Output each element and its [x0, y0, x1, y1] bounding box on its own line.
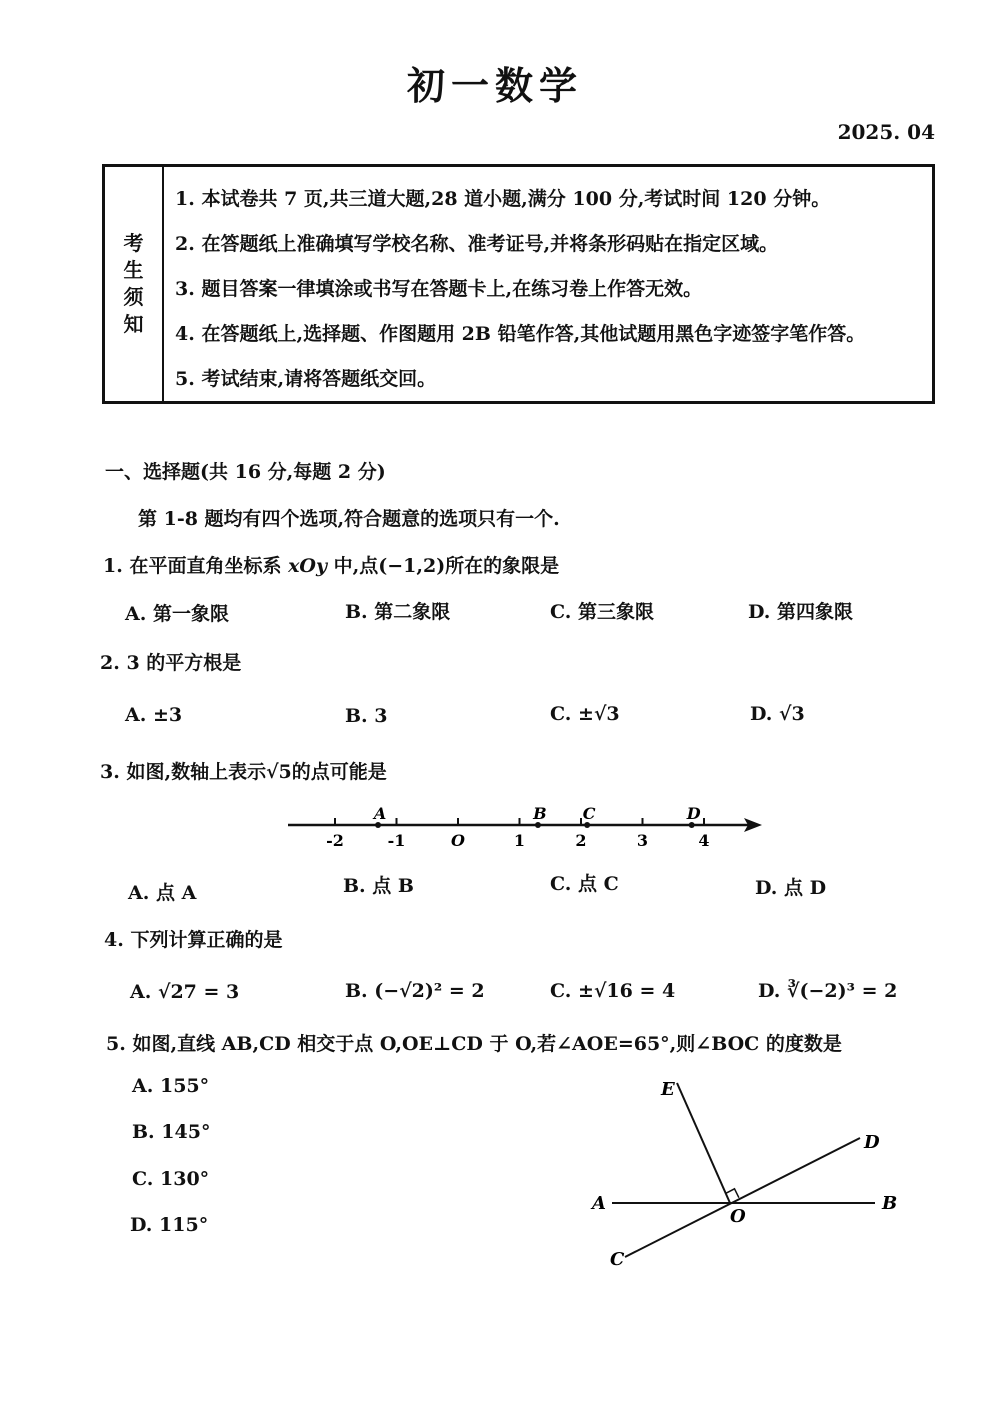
q2-option-d[interactable]: D. √3: [750, 703, 805, 725]
tick-label: 2: [575, 831, 587, 850]
q1-option-c[interactable]: C. 第三象限: [550, 601, 655, 623]
q3-option-c[interactable]: C. 点 C: [550, 873, 619, 895]
q1-option-b[interactable]: B. 第二象限: [345, 601, 451, 623]
notice-item: 3. 题目答案一律填涂或书写在答题卡上,在练习卷上作答无效。: [175, 278, 703, 300]
label-b: B: [882, 1193, 898, 1214]
tick-label: 3: [636, 831, 649, 850]
q2-option-c[interactable]: C. ±√3: [550, 703, 620, 725]
q5-option-b[interactable]: B. 145°: [132, 1121, 211, 1143]
question-4-stem: 4. 下列计算正确的是: [104, 929, 283, 951]
angle-figure: [585, 1070, 905, 1275]
q1-option-d[interactable]: D. 第四象限: [748, 601, 854, 623]
question-1-suffix: 中,点(−1,2)所在的象限是: [327, 555, 560, 577]
notice-item: 1. 本试卷共 7 页,共三道大题,28 道小题,满分 100 分,考试时间 120 分钟。: [175, 188, 831, 210]
exam-date: 2025. 04: [837, 120, 935, 144]
question-5-stem: 5. 如图,直线 AB,CD 相交于点 O,OE⊥CD 于 O,若∠AOE=65°,则∠BOC 的度数是: [106, 1033, 842, 1055]
notice-label-char: 须: [123, 285, 144, 309]
notice-item: 5. 考试结束,请将答题纸交回。: [175, 368, 437, 390]
tick-label: -2: [326, 831, 344, 850]
label-c: C: [610, 1249, 625, 1270]
q1-option-a[interactable]: A. 第一象限: [125, 603, 229, 625]
tick-label: -1: [387, 831, 406, 850]
q5-option-a[interactable]: A. 155°: [132, 1075, 210, 1097]
point-label-b: B: [533, 804, 547, 823]
q5-option-c[interactable]: C. 130°: [132, 1168, 210, 1190]
point-label-a: A: [373, 804, 387, 823]
q4-option-d[interactable]: D. ∛(−2)³ = 2: [758, 980, 898, 1002]
line-cd: [625, 1138, 860, 1257]
question-1-prefix: 1. 在平面直角坐标系: [103, 555, 289, 577]
q3-option-d[interactable]: D. 点 D: [755, 877, 827, 899]
label-d: D: [864, 1132, 880, 1153]
number-line-figure: [280, 800, 780, 855]
q3-option-a[interactable]: A. 点 A: [128, 882, 197, 904]
page-title: 初一数学: [406, 63, 583, 108]
label-o: O: [730, 1206, 746, 1227]
point-label-c: C: [582, 804, 596, 823]
q5-option-d[interactable]: D. 115°: [130, 1214, 209, 1236]
question-2-stem: 2. 3 的平方根是: [100, 652, 242, 674]
q4-option-c[interactable]: C. ±√16 = 4: [550, 980, 676, 1002]
q2-option-a[interactable]: A. ±3: [125, 704, 183, 726]
q4-option-a[interactable]: A. √27 = 3: [130, 981, 240, 1003]
label-e: E: [661, 1079, 675, 1100]
q3-option-b[interactable]: B. 点 B: [343, 875, 414, 897]
q4-option-b[interactable]: B. (−√2)² = 2: [345, 980, 485, 1002]
question-3-stem: 3. 如图,数轴上表示√5的点可能是: [100, 761, 387, 783]
point-label-d: D: [686, 804, 701, 823]
notice-box: [102, 164, 935, 404]
q2-option-b[interactable]: B. 3: [345, 705, 388, 727]
notice-label-char: 生: [123, 258, 144, 282]
notice-label-char: 知: [123, 312, 144, 336]
tick-label: 1: [513, 831, 526, 850]
section-instruction: 第 1-8 题均有四个选项,符合题意的选项只有一个.: [138, 508, 560, 530]
notice-item: 2. 在答题纸上准确填写学校名称、准考证号,并将条形码贴在指定区域。: [175, 233, 779, 255]
tick-label: O: [451, 831, 465, 850]
question-1-var: xOy: [288, 555, 327, 577]
ray-oe: [677, 1083, 730, 1203]
label-a: A: [592, 1193, 606, 1214]
tick-label: 4: [698, 831, 710, 850]
section-title: 一、选择题(共 16 分,每题 2 分): [105, 461, 386, 483]
notice-label-char: 考: [123, 231, 144, 255]
notice-label: [105, 167, 164, 401]
question-1-stem: [103, 551, 559, 578]
notice-item: 4. 在答题纸上,选择题、作图题用 2B 铅笔作答,其他试题用黑色字迹签字笔作答。: [175, 323, 866, 345]
